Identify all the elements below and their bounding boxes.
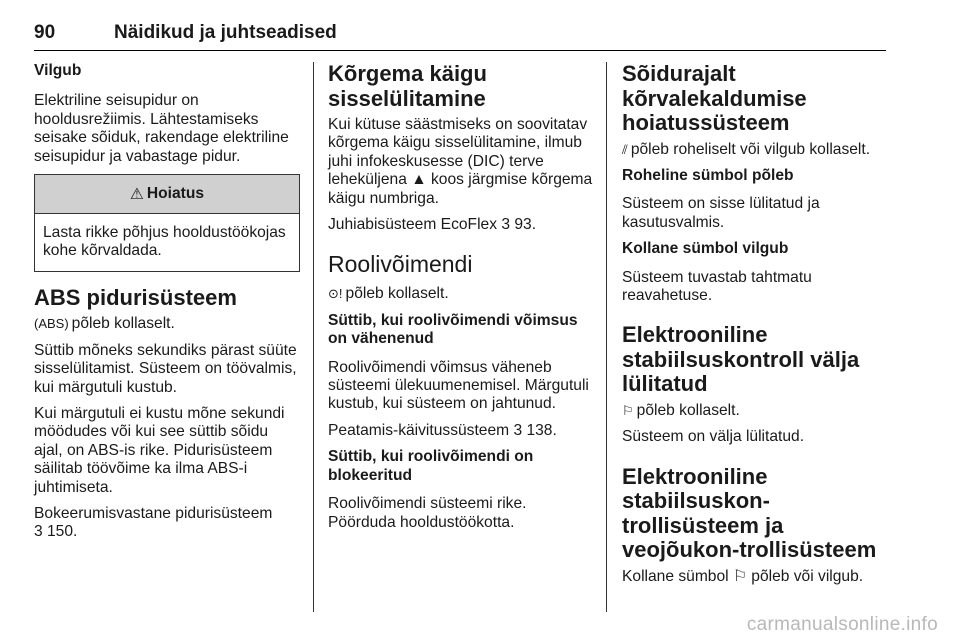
section-title-power-steering: Roolivõimendi [328,251,473,278]
section-subtitle: Kollane sümbol vilgub [622,240,789,258]
section-subtitle-vilgub: Vilgub [34,62,82,79]
section-title-gear-shift: Kõrgema käigu sisselülitamine [328,61,487,111]
section-title-abs: ABS pidurisüsteem [34,284,237,310]
section-subtitle: Süttib, kui roolivõimendi võimsus on vähenenud [328,311,578,348]
warning-header [35,175,299,214]
column-divider [606,62,607,612]
warning-triangle-icon: ⚠ [129,185,144,203]
paragraph: Kollane sümbol ⚐ põleb või vilgub. [622,567,864,585]
esc-off-icon: ⚐ [622,402,634,418]
esc-status-text: põleb kollaselt. [636,401,740,419]
warning-box [34,174,300,272]
abs-icon: (ABS) [34,316,69,332]
section-title-esc-traction: Elektrooniline stabiilsuskon-trollisüsteem ja veojõukon-trollisüsteem [622,463,877,563]
section-title-lane-departure: Sõidurajalt kõrvalekaldumise hoiatussüsteem [622,61,807,135]
column-divider [313,62,314,612]
paragraph: Bokeerumisvastane pidurisüsteem [34,505,273,522]
lane-departure-icon: ⫽ [622,141,628,157]
lane-status-text: põleb roheliselt või vilgub kollaselt. [630,140,871,158]
paragraph: Süttib mõneks sekundiks pärast süüte sisselülitamist. Süsteem on töövalmis, kui märgutuli kustub. [34,341,297,396]
warning-text: Lasta rikke põhjus hooldustöökojas kohe kõrvaldada. [43,224,286,260]
abs-status-text: põleb kollaselt. [71,315,175,333]
paragraph: Roolivõimendi süsteemi rike. Pöörduda hooldustöökotta. [328,495,527,531]
steering-warning-icon: ⊙! [328,286,343,302]
column-1 [34,62,300,550]
steering-status-text: põleb kollaselt. [345,285,449,303]
section-subtitle: Roheline sümbol põleb [622,166,794,184]
esc-status-line [622,402,892,420]
paragraph: Kui märgutuli ei kustu mõne sekundi möödudes või kui see süttib sõidu ajal, on ABS-is rike. Pidurisüsteem säilitab töövõime ka ilma ABS-i juhtimiseta. [34,404,285,496]
section-subtitle: Süttib, kui roolivõimendi on blokeeritud [328,448,534,484]
lane-status-line [622,141,892,159]
paragraph: Süsteem on sisse lülitatud ja kasutusvalmis. [622,195,820,231]
steering-status-line [328,285,596,303]
paragraph: Elektriline seisupidur on hooldusrežiimis. Lähtestamiseks seisake sõiduk, rakendage elektriline seisupidur ja vabastage pidur. [34,92,289,165]
page-reference: 3 150. [34,523,78,541]
paragraph: Peatamis-käivitussüsteem 3 138. [328,421,557,439]
chapter-title: Näidikud ja juhtseadised [114,22,337,43]
watermark: carmanualsonline.info [746,614,938,635]
paragraph: Süsteem tuvastab tahtmatu reavahetuse. [622,268,812,304]
abs-status-line [34,315,300,333]
paragraph: Kui kütuse säästmiseks on soovitatav kõrgema käigu sisselülitamine, ilmub juhi infokeskusesse (DIC) terve leheküljena ▲ koos järgmise kõrgema käigu numbriga. [328,116,593,207]
paragraph: Süsteem on välja lülitatud. [622,428,805,446]
page-header [34,0,886,51]
section-title-esc-off: Elektrooniline stabiilsuskontroll välja lülitatud [622,322,860,397]
column-3 [622,62,892,594]
paragraph: Roolivõimendi võimsus väheneb süsteemi ülekuumenemisel. Märgutuli kustub, kui süsteem on jahtunud. [328,358,589,413]
warning-title: Hoiatus [146,185,205,203]
paragraph: Juhiabisüsteem EcoFlex 3 93. [328,216,537,234]
column-2 [328,62,596,540]
page-number: 90 [34,22,56,43]
